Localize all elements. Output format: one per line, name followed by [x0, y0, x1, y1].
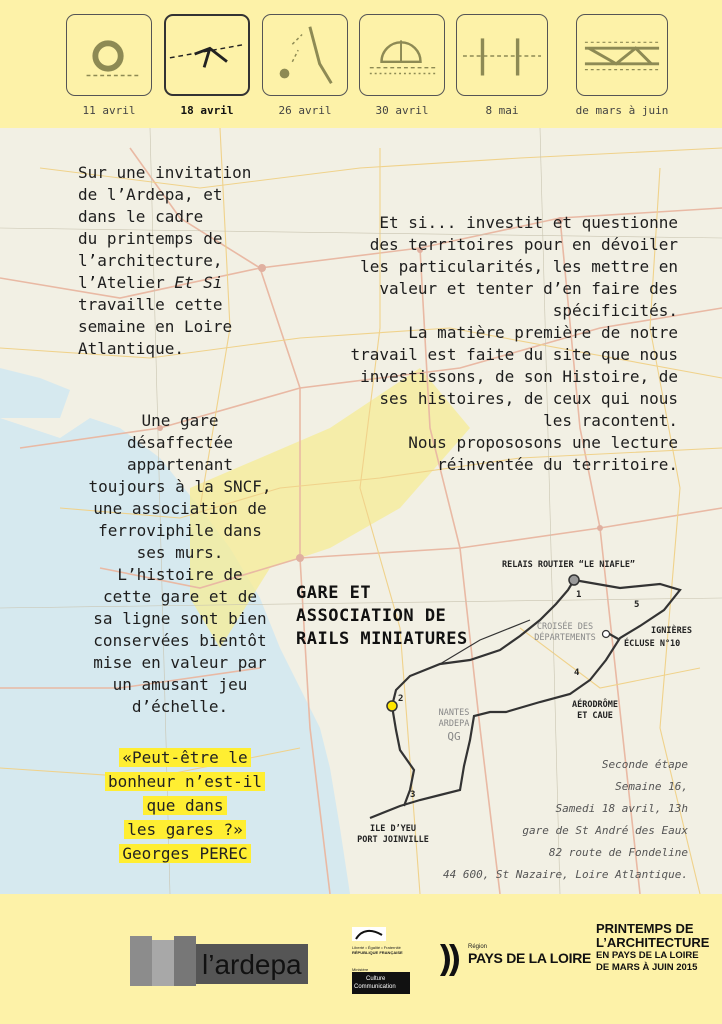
etsi-line: Nous propososons une lecture [408, 433, 678, 452]
gare-title [296, 582, 468, 651]
intro-line: du printemps de [78, 229, 223, 248]
pdl-name: PAYS DE LA LOIRE [468, 950, 592, 966]
quote-author: Georges PEREC [119, 844, 250, 863]
rf-name: RÉPUBLIQUE FRANÇAISE [352, 950, 403, 955]
gare-line: ferroviphile dans [98, 521, 262, 540]
event-info [420, 754, 688, 886]
date-label: 26 avril [278, 104, 332, 117]
ministere-label: Ministère [352, 967, 369, 972]
communication-label: Communication [354, 984, 396, 990]
gare-title-line: RAILS MINIATURES [296, 629, 468, 649]
label-ignieres: IGNIÈRES [651, 626, 692, 636]
gare-line: toujours à la SNCF, [88, 477, 272, 496]
label-qg: QG [447, 730, 461, 743]
gare-title-line: ASSOCIATION DE [296, 606, 447, 626]
info-line: 44 600, St Nazaire, Loire Atlantique. [442, 868, 688, 881]
label-relais-routier: RELAIS ROUTIER “LE NIAFLE” [502, 560, 636, 570]
label-line: AÉRODRÔME [571, 700, 619, 710]
ardepa-mark-icon [130, 934, 310, 990]
gare-line: ses murs. [136, 543, 224, 562]
info-line: gare de St André des Eaux [522, 824, 688, 837]
gare-line: une association de [93, 499, 267, 518]
label-line: DÉPARTEMENTS [534, 633, 596, 643]
label-line: PORT JOINVILLE [357, 835, 429, 845]
gare-line: conservées bientôt [93, 631, 267, 650]
atelier-name: Et Si [174, 273, 223, 292]
intro-line: Atlantique. [78, 339, 184, 358]
stop-gare [387, 701, 397, 711]
intro-line: de l’Ardepa, et [78, 185, 223, 204]
gare-line: sa ligne sont bien [93, 609, 267, 628]
pa-line: DE MARS À JUIN 2015 [596, 962, 698, 973]
intro-line: semaine en Loire [78, 317, 233, 336]
gare-line: L’histoire de [117, 565, 243, 584]
label-line: ET CAUE [577, 711, 613, 721]
etsi-line: travail est faite du site que nous [350, 345, 678, 364]
stop-number: 4 [574, 668, 580, 678]
rf-motto: Liberté • Égalité • Fraternité [352, 945, 401, 950]
date-label: 30 avril [375, 104, 429, 117]
etsi-line: ses histoires, de ceux qui nous [379, 389, 678, 408]
stop-number: 3 [410, 790, 416, 800]
etsi-line: La matière première de notre [408, 323, 678, 342]
stop-number: 5 [634, 600, 640, 610]
label-line: ILE D’YEU [369, 824, 417, 834]
gare-line: désaffectée [127, 433, 233, 452]
pa-line: L’ARCHITECTURE [596, 935, 710, 950]
label-croisee [520, 622, 610, 644]
pa-line: EN PAYS DE LA LOIRE [596, 950, 699, 961]
culture-label: Culture [366, 976, 386, 982]
date-label: 8 mai [485, 104, 519, 117]
stop-relais [569, 575, 579, 585]
intro-line: travaille cette [78, 295, 223, 314]
ardepa-wordmark: l’ardepa [202, 949, 302, 980]
stop-number: 1 [576, 590, 582, 600]
etsi-line: investissons, de son Histoire, de [360, 367, 678, 386]
label-nantes-ardepa [428, 708, 480, 744]
date-label: de mars à juin [575, 104, 669, 117]
gare-line: Une gare [141, 411, 219, 430]
quote-line: les gares ?» [124, 820, 246, 839]
etsi-line: les particularités, les mettre en [360, 257, 678, 276]
etsi-line: réinventée du territoire. [437, 455, 678, 474]
etsi-line: valeur et tenter d’en faire des [379, 279, 678, 298]
label-line: CROISÉE DES [536, 622, 594, 632]
intro-line: Sur une invitation [78, 163, 252, 182]
date-label-selected: 18 avril [180, 104, 234, 117]
gare-line: appartenant [127, 455, 233, 474]
etsi-line: des territoires pour en dévoiler [369, 235, 678, 254]
ardepa-logo[interactable] [130, 934, 310, 994]
gare-line: cette gare et de [102, 587, 258, 606]
gare-line: mise en valeur par [93, 653, 267, 672]
pa-line: PRINTEMPS DE [596, 921, 694, 936]
label-aerodrome [560, 700, 630, 722]
label-ecluse: ÉCLUSE N°10 [624, 639, 681, 649]
pdl-mark-icon [440, 944, 464, 976]
quote-line: que dans [143, 796, 226, 815]
etsi-line: les racontent. [543, 411, 678, 430]
gare-line: un amusant jeu [112, 675, 248, 694]
quote-line: «Peut-être le [119, 748, 250, 767]
stop-number: 2 [398, 694, 404, 704]
pays-de-la-loire-logo [440, 944, 591, 966]
quote-line: bonheur n’est-il [105, 772, 265, 791]
intro-line-part: l’Atelier [78, 273, 175, 292]
intro-line: l’architecture, [78, 251, 223, 270]
intro-line: dans le cadre [78, 207, 204, 226]
date-label: 11 avril [82, 104, 136, 117]
info-line: Samedi 18 avril, 13h [555, 802, 688, 815]
culture-box [352, 972, 410, 994]
republique-francaise-logo [352, 926, 410, 994]
info-line: 82 route de Fondeline [548, 846, 688, 859]
printemps-architecture-logo [596, 921, 710, 974]
etsi-line: Et si... investit et questionne [379, 213, 678, 232]
label-line: NANTES [438, 708, 470, 718]
info-line: Seconde étape [601, 758, 688, 771]
region-label: Région [468, 944, 488, 950]
gare-line: d’échelle. [131, 697, 229, 716]
marianne-icon [352, 927, 386, 941]
etsi-line: spécificités. [552, 301, 678, 320]
gare-title-line: GARE ET [296, 583, 372, 603]
label-line: ARDEPA [438, 719, 470, 729]
info-line: Semaine 16, [615, 780, 688, 793]
